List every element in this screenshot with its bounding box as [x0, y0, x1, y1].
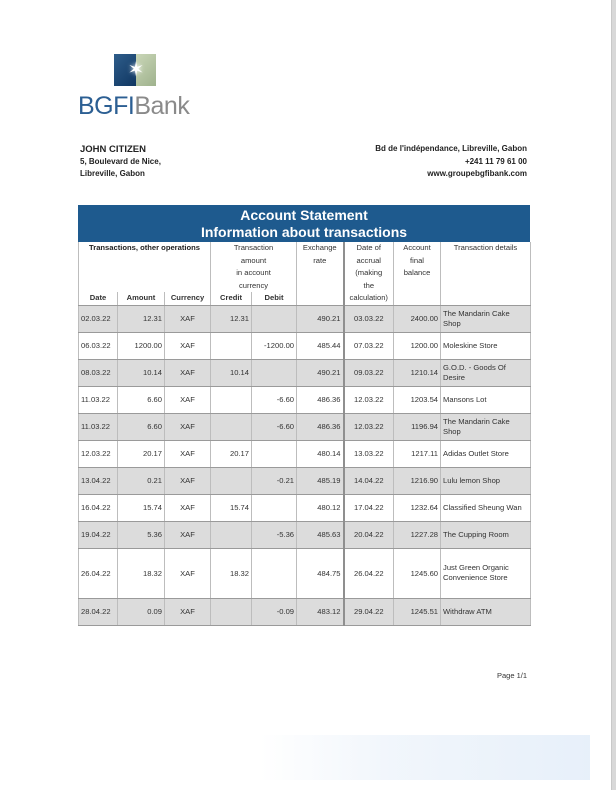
bank-phone: +241 11 79 61 00 [464, 156, 527, 166]
client-address-line2: Libreville, Gabon [80, 169, 145, 178]
cell-debit [252, 440, 297, 467]
cell-transaction-details: The Cupping Room [441, 521, 531, 548]
header-accrual-date: Date of accrual (making the calculation) [344, 242, 394, 305]
cell-debit: -5.36 [252, 521, 297, 548]
cell-exchange-rate: 480.12 [297, 494, 344, 521]
header-transaction-amount: Transaction amount in account currency [211, 242, 297, 292]
cell-currency: XAF [165, 440, 211, 467]
logo-mark [114, 54, 156, 86]
cell-amount: 0.09 [118, 598, 165, 625]
bank-logo [78, 52, 208, 122]
cell-transaction-details: G.O.D. - Goods Of Desire [441, 359, 531, 386]
transactions-table [78, 242, 531, 626]
cell-credit [211, 598, 252, 625]
cell-debit: -0.09 [252, 598, 297, 625]
cell-date: 26.04.22 [79, 548, 118, 598]
cell-credit [211, 467, 252, 494]
cell-transaction-details: The Mandarin Cake Shop [441, 305, 531, 332]
cell-date: 08.03.22 [79, 359, 118, 386]
cell-currency: XAF [165, 598, 211, 625]
table-row [79, 598, 531, 625]
cell-accrual-date: 07.03.22 [344, 332, 394, 359]
header-debit: Debit [252, 292, 297, 305]
header-amount: Amount [118, 292, 165, 305]
cell-credit [211, 332, 252, 359]
table-row [79, 386, 531, 413]
cell-currency: XAF [165, 467, 211, 494]
cell-currency: XAF [165, 332, 211, 359]
statement-title-banner [78, 205, 530, 242]
scan-artifact [260, 735, 590, 780]
cell-exchange-rate: 483.12 [297, 598, 344, 625]
cell-currency: XAF [165, 494, 211, 521]
header-transaction-details: Transaction details [441, 242, 531, 305]
cell-debit [252, 548, 297, 598]
logo-wordmark: BGFIBank [78, 92, 190, 120]
client-address-line1: 5, Boulevard de Nice, [80, 157, 161, 166]
table-row [79, 332, 531, 359]
cell-accrual-date: 17.04.22 [344, 494, 394, 521]
cell-exchange-rate: 490.21 [297, 305, 344, 332]
table-row [79, 494, 531, 521]
client-address-block [80, 143, 161, 180]
header-row-group [79, 242, 531, 292]
cell-date: 02.03.22 [79, 305, 118, 332]
cell-accrual-date: 12.03.22 [344, 386, 394, 413]
cell-date: 11.03.22 [79, 386, 118, 413]
cell-amount: 10.14 [118, 359, 165, 386]
statement-title: Account Statement [240, 207, 368, 223]
cell-exchange-rate: 485.63 [297, 521, 344, 548]
cell-date: 19.04.22 [79, 521, 118, 548]
header-exchange-rate: Exchange rate [297, 242, 344, 305]
page-edge [611, 0, 616, 790]
table-row [79, 305, 531, 332]
cell-transaction-details: Classified Sheung Wan [441, 494, 531, 521]
header-currency: Currency [165, 292, 211, 305]
cell-final-balance: 1216.90 [394, 467, 441, 494]
bank-address-block [375, 143, 527, 181]
cell-transaction-details: Just Green Organic Convenience Store [441, 548, 531, 598]
cell-date: 06.03.22 [79, 332, 118, 359]
cell-date: 28.04.22 [79, 598, 118, 625]
cell-exchange-rate: 490.21 [297, 359, 344, 386]
cell-credit: 10.14 [211, 359, 252, 386]
client-name: JOHN CITIZEN [80, 144, 146, 155]
table-row [79, 548, 531, 598]
cell-accrual-date: 09.03.22 [344, 359, 394, 386]
cell-amount: 20.17 [118, 440, 165, 467]
cell-debit [252, 494, 297, 521]
cell-accrual-date: 20.04.22 [344, 521, 394, 548]
cell-final-balance: 1196.94 [394, 413, 441, 440]
cell-final-balance: 1227.28 [394, 521, 441, 548]
header-date: Date [79, 292, 118, 305]
cell-transaction-details: Lulu lemon Shop [441, 467, 531, 494]
cell-final-balance: 2400.00 [394, 305, 441, 332]
cell-amount: 6.60 [118, 386, 165, 413]
header-transactions-group: Transactions, other operations [79, 242, 211, 292]
bank-address: Bd de l'indépendance, Libreville, Gabon [375, 144, 527, 153]
star-burst-icon: ✶ [127, 59, 145, 81]
cell-currency: XAF [165, 386, 211, 413]
cell-transaction-details: Adidas Outlet Store [441, 440, 531, 467]
cell-final-balance: 1210.14 [394, 359, 441, 386]
cell-credit: 15.74 [211, 494, 252, 521]
page-number: Page 1/1 [497, 671, 528, 680]
cell-credit: 12.31 [211, 305, 252, 332]
cell-transaction-details: Moleskine Store [441, 332, 531, 359]
cell-date: 13.04.22 [79, 467, 118, 494]
cell-credit: 20.17 [211, 440, 252, 467]
table-row [79, 413, 531, 440]
cell-transaction-details: The Mandarin Cake Shop [441, 413, 531, 440]
cell-accrual-date: 26.04.22 [344, 548, 394, 598]
cell-exchange-rate: 486.36 [297, 386, 344, 413]
cell-final-balance: 1245.60 [394, 548, 441, 598]
table-row [79, 359, 531, 386]
cell-amount: 12.31 [118, 305, 165, 332]
cell-currency: XAF [165, 413, 211, 440]
cell-currency: XAF [165, 305, 211, 332]
cell-credit [211, 386, 252, 413]
header-credit: Credit [211, 292, 252, 305]
cell-date: 12.03.22 [79, 440, 118, 467]
cell-debit: -0.21 [252, 467, 297, 494]
cell-accrual-date: 03.03.22 [344, 305, 394, 332]
cell-final-balance: 1245.51 [394, 598, 441, 625]
cell-debit [252, 305, 297, 332]
cell-amount: 18.32 [118, 548, 165, 598]
cell-debit: -6.60 [252, 413, 297, 440]
cell-debit [252, 359, 297, 386]
cell-accrual-date: 29.04.22 [344, 598, 394, 625]
cell-accrual-date: 12.03.22 [344, 413, 394, 440]
cell-final-balance: 1217.11 [394, 440, 441, 467]
statement-subtitle: Information about transactions [200, 224, 408, 240]
cell-amount: 5.36 [118, 521, 165, 548]
cell-exchange-rate: 485.44 [297, 332, 344, 359]
cell-transaction-details: Mansons Lot [441, 386, 531, 413]
cell-final-balance: 1232.64 [394, 494, 441, 521]
cell-amount: 1200.00 [118, 332, 165, 359]
cell-credit [211, 521, 252, 548]
cell-date: 16.04.22 [79, 494, 118, 521]
cell-date: 11.03.22 [79, 413, 118, 440]
cell-credit [211, 413, 252, 440]
cell-exchange-rate: 486.36 [297, 413, 344, 440]
cell-amount: 6.60 [118, 413, 165, 440]
cell-exchange-rate: 484.75 [297, 548, 344, 598]
cell-accrual-date: 14.04.22 [344, 467, 394, 494]
cell-currency: XAF [165, 359, 211, 386]
cell-debit: -6.60 [252, 386, 297, 413]
cell-currency: XAF [165, 548, 211, 598]
header-final-balance: Account final balance [394, 242, 441, 305]
cell-transaction-details: Withdraw ATM [441, 598, 531, 625]
table-row [79, 467, 531, 494]
cell-currency: XAF [165, 521, 211, 548]
table-row [79, 440, 531, 467]
table-row [79, 521, 531, 548]
cell-debit: -1200.00 [252, 332, 297, 359]
cell-accrual-date: 13.03.22 [344, 440, 394, 467]
cell-final-balance: 1203.54 [394, 386, 441, 413]
cell-final-balance: 1200.00 [394, 332, 441, 359]
cell-amount: 15.74 [118, 494, 165, 521]
cell-exchange-rate: 480.14 [297, 440, 344, 467]
cell-amount: 0.21 [118, 467, 165, 494]
bank-website: www.groupebgfibank.com [427, 169, 527, 178]
cell-credit: 18.32 [211, 548, 252, 598]
cell-exchange-rate: 485.19 [297, 467, 344, 494]
